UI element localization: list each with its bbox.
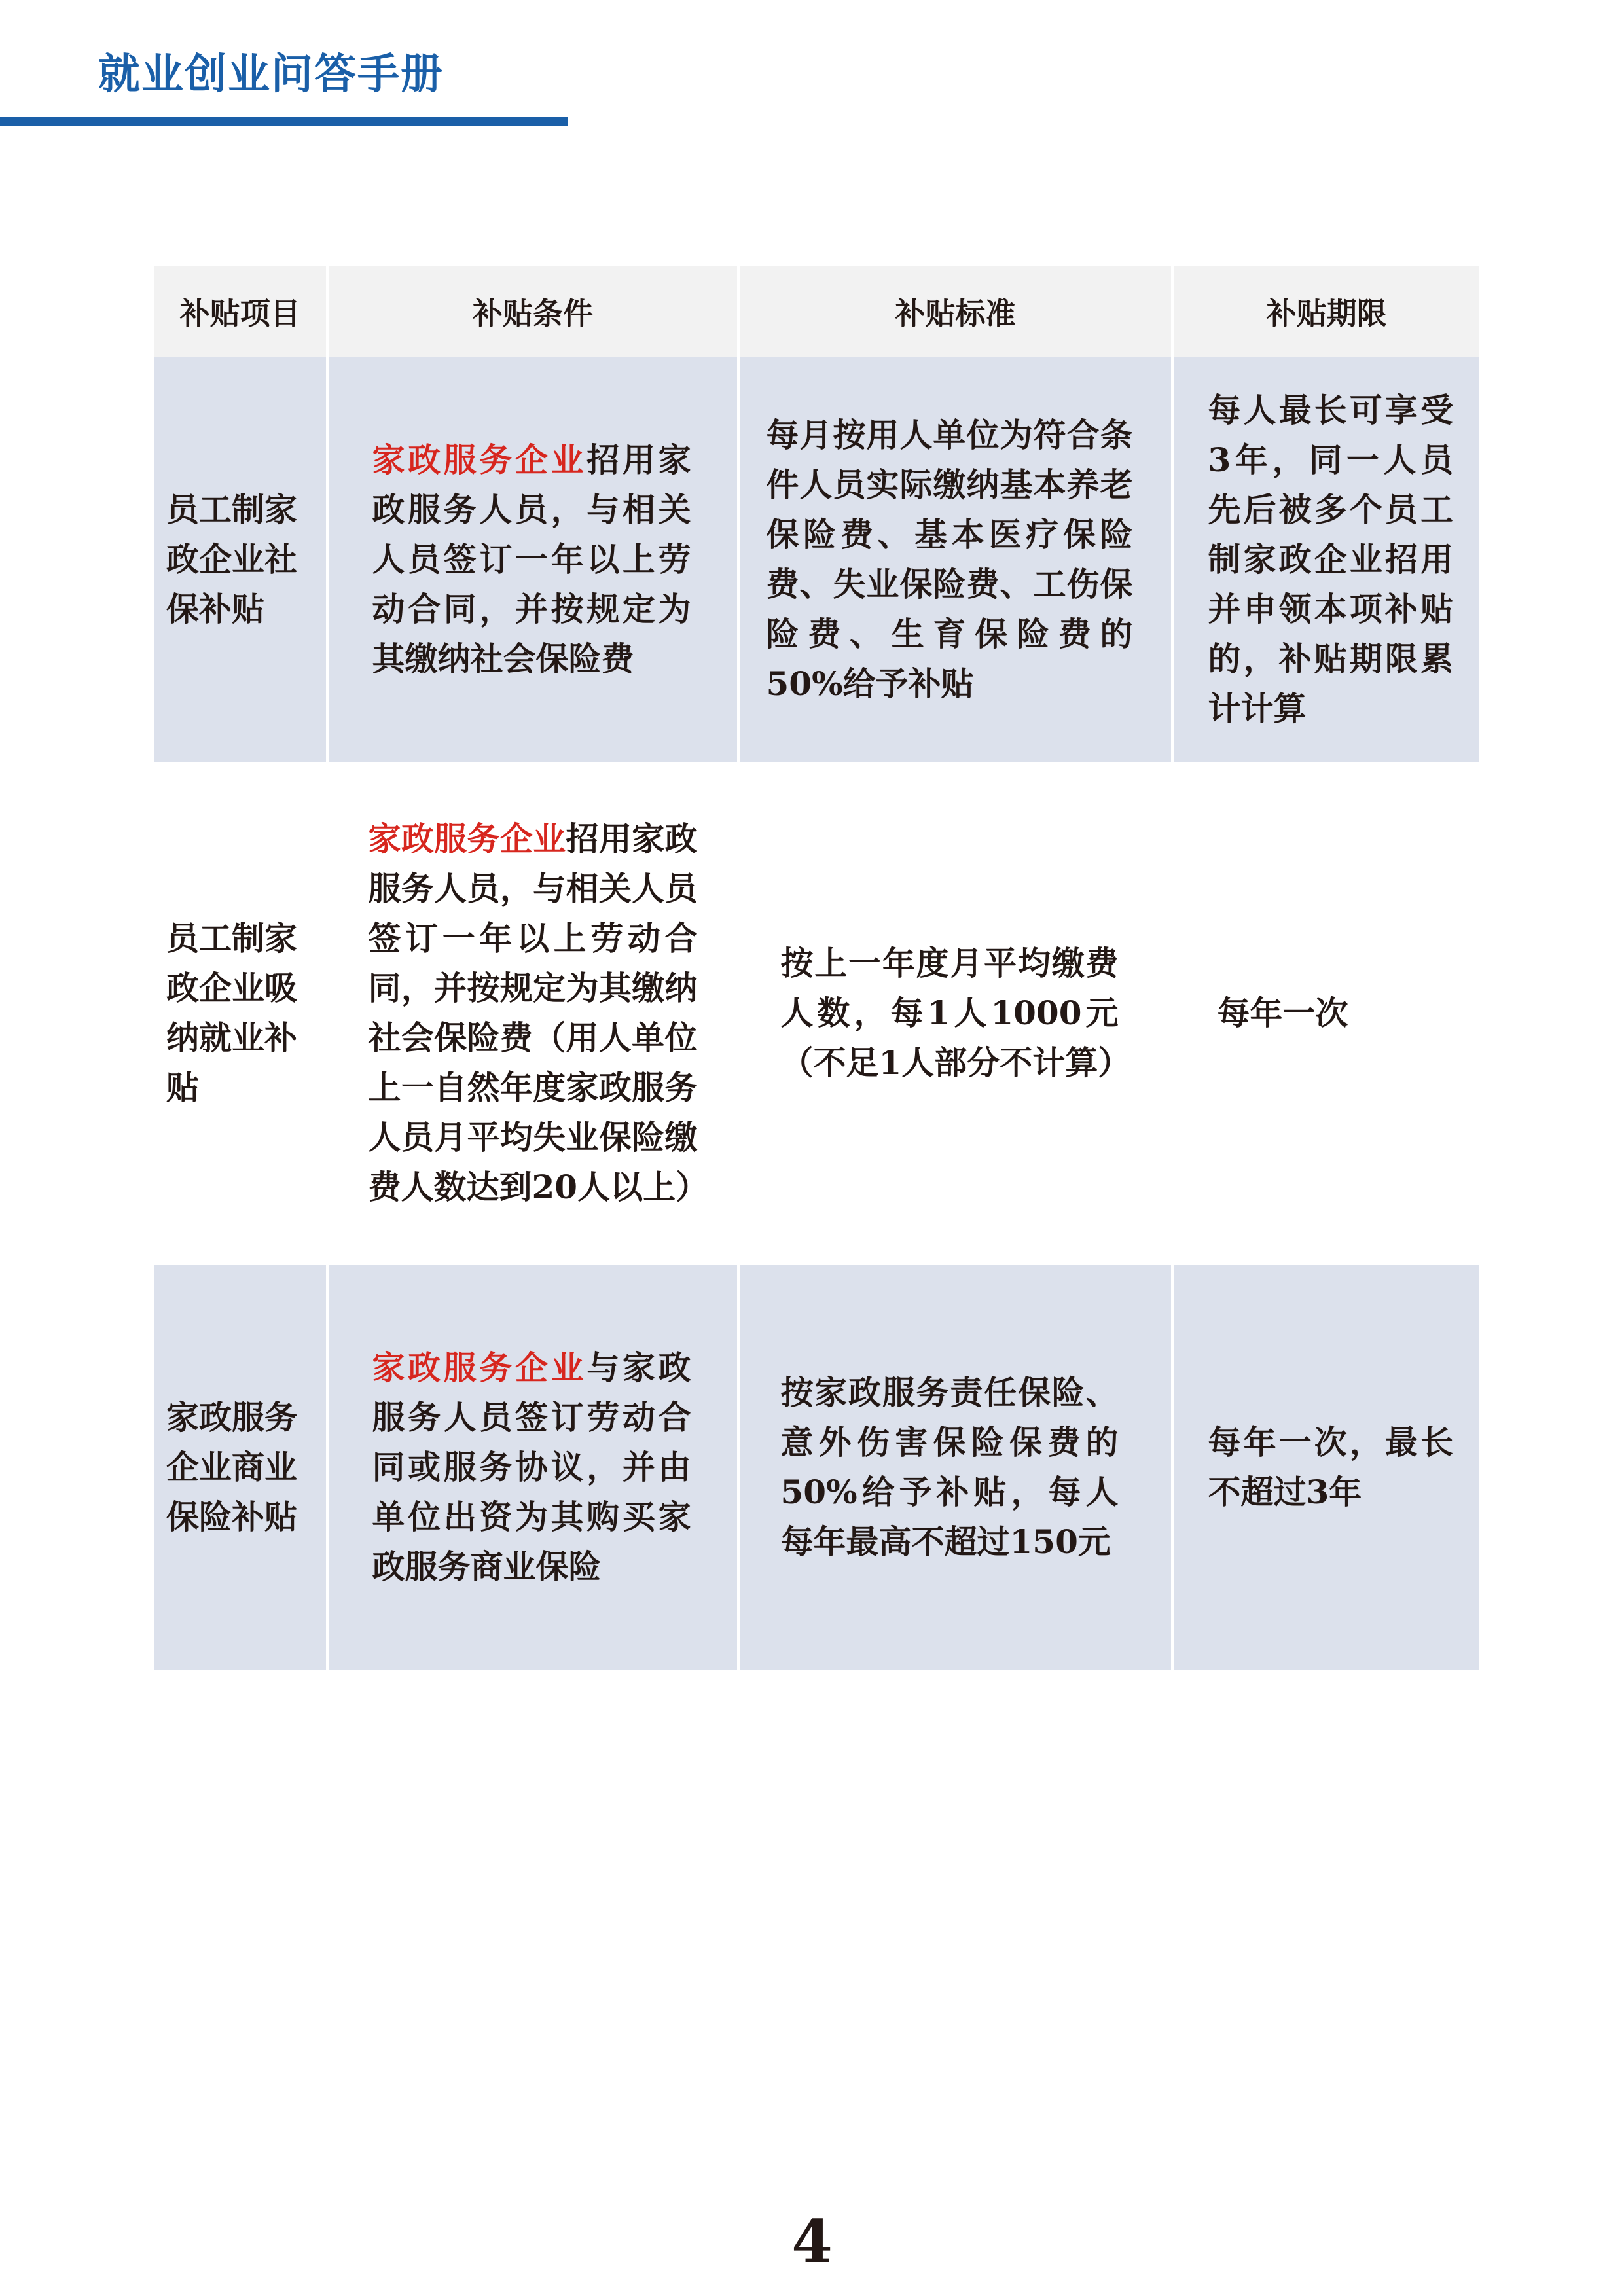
cell-item: 员工制家政企业社保补贴 [154,357,327,762]
condition-highlight: 家政服务企业 [372,440,587,479]
column-header-item: 补贴项目 [154,266,327,357]
column-header-period: 补贴期限 [1172,266,1479,357]
column-header-condition: 补贴条件 [327,266,738,357]
page-number: 4 [791,2207,833,2276]
cell-period: 每年一次，最长不超过3年 [1172,1265,1479,1670]
column-header-standard: 补贴标准 [738,266,1172,357]
table-header-row [154,266,1479,357]
condition-text: 与家政服务人员签订劳动合同或服务协议，并由单位出资为其购买家政服务商业保险 [372,1348,691,1586]
cell-condition [327,762,738,1265]
cell-standard: 按家政服务责任保险、意外伤害保险保费的50%给予补贴，每人每年最高不超过150元 [738,1265,1172,1670]
cell-condition [327,357,738,762]
table-row [154,357,1479,762]
cell-condition [327,1265,738,1670]
cell-item: 家政服务企业商业保险补贴 [154,1265,327,1670]
subsidy-table [154,266,1479,1670]
cell-standard: 每月按用人单位为符合条件人员实际缴纳基本养老保险费、基本医疗保险费、失业保险费、工伤保险费、生育保险费的50%给予补贴 [738,357,1172,762]
cell-standard: 按上一年度月平均缴费人数，每1人1000元（不足1人部分不计算） [738,762,1172,1265]
cell-period: 每人最长可享受3年，同一人员先后被多个员工制家政企业招用并申领本项补贴的，补贴期限累计计算 [1172,357,1479,762]
header-rule [0,117,568,126]
cell-item: 员工制家政企业吸纳就业补贴 [154,762,327,1265]
condition-text: 招用家政服务人员，与相关人员签订一年以上劳动合同，并按规定为其缴纳社会保险费（用人单位上一自然年度家政服务人员月平均失业保险缴费人数达到20人以上） [368,819,709,1206]
condition-text: 招用家政服务人员，与相关人员签订一年以上劳动合同，并按规定为其缴纳社会保险费 [372,440,691,678]
table-row [154,1265,1479,1670]
cell-period: 每年一次 [1172,762,1479,1265]
condition-highlight: 家政服务企业 [368,819,566,858]
handbook-title: 就业创业问答手册 [98,50,444,99]
condition-highlight: 家政服务企业 [372,1348,587,1387]
table-row [154,762,1479,1265]
